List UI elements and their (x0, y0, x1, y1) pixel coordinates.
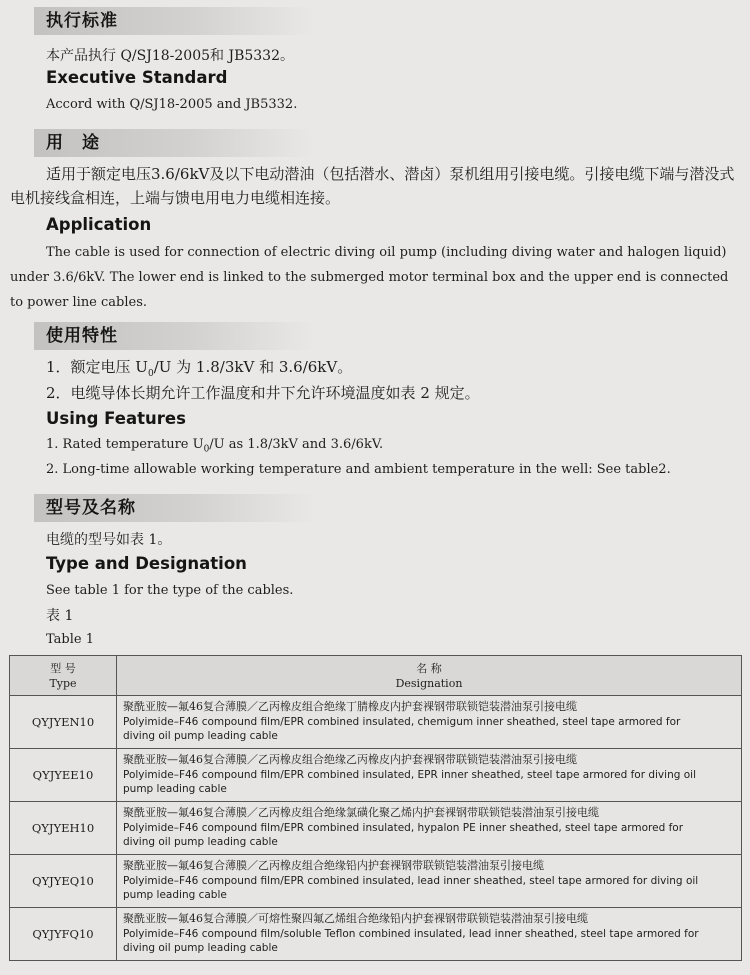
header-type: 型 号 Type (10, 656, 117, 696)
application-heading-en: Application (46, 215, 152, 234)
row-model: QYJYEN10 (10, 696, 117, 749)
table-row (10, 696, 742, 749)
standard-heading-en: Executive Standard (46, 68, 228, 87)
table-caption-cn: 表 1 (46, 608, 74, 624)
table-row (10, 802, 742, 855)
section-heading-standard: 执行标准 (34, 7, 314, 35)
features-item1-en: 1. Rated temperature $U_0/U$ as 1.8/3kV and 3.6/6kV. (46, 437, 384, 455)
row-designation: 聚酰亚胺—氟46复合薄膜／乙丙橡皮组合绝缘氯磺化聚乙烯内护套裸钢带联锁铠装潜油泵引接电缆 Polyimide–F46 compound film/EPR combined insulated, hypalon PE inner sheathed, steel tape armored for diving oil pump leading cable (117, 802, 742, 855)
features-item2-cn: 2．电缆导体长期允许工作温度和井下允许环境温度如表 2 规定。 (46, 384, 480, 402)
header-designation: 名 称 Designation (117, 656, 742, 696)
row-model: QYJYEQ10 (10, 855, 117, 908)
features-heading-en: Using Features (46, 409, 186, 428)
row-model: QYJYFQ10 (10, 908, 117, 961)
type-text-cn: 电缆的型号如表 1。 (46, 532, 172, 548)
section-heading-application: 用 途 (34, 129, 314, 157)
type-heading-en: Type and Designation (46, 554, 247, 573)
features-item2-en: 2. Long-time allowable working temperature and ambient temperature in the well: See table2. (46, 462, 671, 477)
table-row (10, 908, 742, 961)
section-heading-features: 使用特性 (34, 322, 314, 350)
row-designation: 聚酰亚胺—氟46复合薄膜／可熔性聚四氟乙烯组合绝缘铅内护套裸钢带联锁铠装潜油泵引接电缆 Polyimide–F46 compound film/soluble Teflon combined insulated, lead inner sheathed, steel tape armored for diving oil pump leading cable (117, 908, 742, 961)
standard-text-cn: 本产品执行 Q/SJ18-2005和 JB5332。 (46, 48, 295, 64)
section-heading-type: 型号及名称 (34, 494, 314, 522)
standard-text-en: Accord with Q/SJ18-2005 and JB5332. (46, 97, 298, 112)
table-row (10, 855, 742, 908)
application-text-cn: 适用于额定电压3.6/6kV及以下电动潜油（包括潜水、潜卤）泵机组用引接电缆。引接电缆下端与潜没式电机接线盒相连，上端与馈电用电力电缆相连接。 (10, 165, 735, 207)
type-text-en: See table 1 for the type of the cables. (46, 583, 294, 598)
table-header-row (10, 656, 742, 696)
row-designation: 聚酰亚胺—氟46复合薄膜／乙丙橡皮组合绝缘乙丙橡皮内护套裸钢带联锁铠装潜油泵引接电缆 Polyimide–F46 compound film/EPR combined insulated, EPR inner sheathed, steel tape armored for diving oil pump leading cable (117, 749, 742, 802)
row-designation: 聚酰亚胺—氟46复合薄膜／乙丙橡皮组合绝缘丁腈橡皮内护套裸钢带联锁铠装潜油泵引接电缆 Polyimide–F46 compound film/EPR combined insulated, chemigum inner sheathed, steel tape armored for diving oil pump leading cable (117, 696, 742, 749)
application-text-en: The cable is used for connection of electric diving oil pump (including diving water and halogen liquid) under 3.6/6kV. The lower end is linked to the submerged motor terminal box and the upper end is connected to power line cables. (10, 245, 729, 310)
table-caption-en: Table 1 (46, 632, 94, 647)
row-designation: 聚酰亚胺—氟46复合薄膜／乙丙橡皮组合绝缘铅内护套裸钢带联锁铠装潜油泵引接电缆 Polyimide–F46 compound film/EPR combined insulated, lead inner sheathed, steel tape armored for diving oil pump leading cable (117, 855, 742, 908)
features-item1-cn: 1．额定电压 $U_0/U$ 为 1.8/3kV 和 3.6/6kV。 (46, 358, 353, 379)
row-model: QYJYEE10 (10, 749, 117, 802)
table-row (10, 749, 742, 802)
row-model: QYJYEH10 (10, 802, 117, 855)
type-table (9, 655, 742, 961)
